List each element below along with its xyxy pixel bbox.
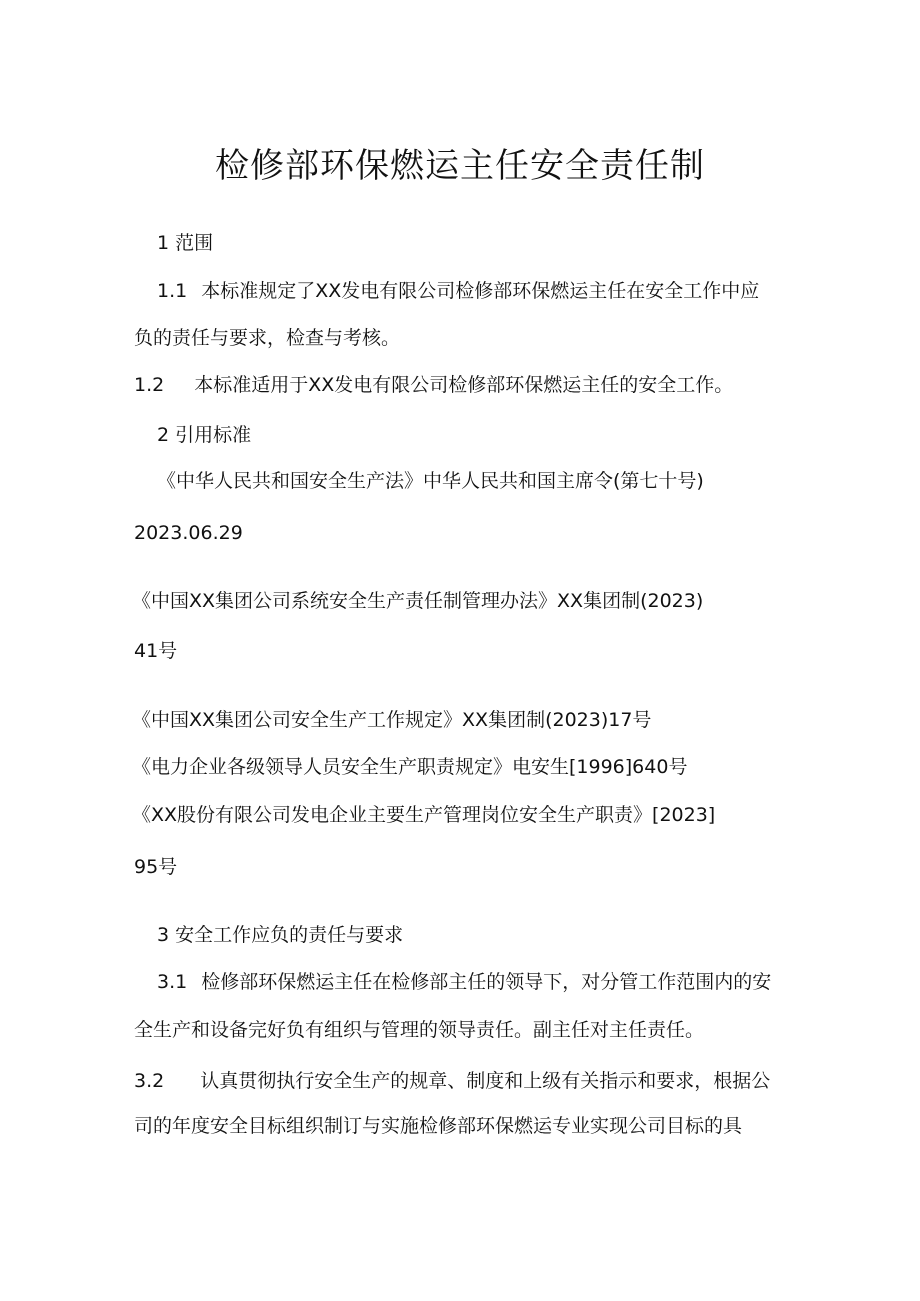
paragraph-3-2-number: 3.2 xyxy=(134,1070,165,1092)
reference-5-line-1: 《XX股份有限公司发电企业主要生产管理岗位安全生产职责》[2023] xyxy=(132,804,716,826)
reference-5-line-2: 95号 xyxy=(134,856,178,878)
paragraph-1-1-line-2: 负的责任与要求，检查与考核。 xyxy=(134,327,401,349)
reference-1-line-2: 2023.06.29 xyxy=(134,522,243,544)
paragraph-1-2-number: 1.2 xyxy=(134,374,165,396)
reference-3: 《中国XX集团公司安全生产工作规定》XX集团制(2023)17号 xyxy=(132,709,652,731)
paragraph-1-1-number: 1.1 xyxy=(157,280,188,302)
reference-2-line-2: 41号 xyxy=(134,640,178,662)
document-title: 检修部环保燃运主任安全责任制 xyxy=(215,146,705,186)
paragraph-3-1-text: 检修部环保燃运主任在检修部主任的领导下，对分管工作范围内的安 xyxy=(201,971,772,993)
paragraph-3-2-line-2: 司的年度安全目标组织制订与实施检修部环保燃运专业实现公司目标的具 xyxy=(134,1115,743,1137)
paragraph-3-1-number: 3.1 xyxy=(157,971,188,993)
paragraph-1-2 xyxy=(134,370,733,400)
reference-4: 《电力企业各级领导人员安全生产职责规定》电安生[1996]640号 xyxy=(132,756,688,778)
reference-2-line-1: 《中国XX集团公司系统安全生产责任制管理办法》XX集团制(2023) xyxy=(132,590,704,612)
paragraph-3-2-text: 认真贯彻执行安全生产的规章、制度和上级有关指示和要求，根据公 xyxy=(200,1070,771,1092)
paragraph-3-1-line-1 xyxy=(157,967,771,997)
paragraph-3-2-line-1 xyxy=(134,1066,770,1096)
section-3-heading: 3 安全工作应负的责任与要求 xyxy=(157,924,404,946)
section-1-heading: 1 范围 xyxy=(157,232,214,254)
paragraph-1-1-line-1 xyxy=(157,276,759,306)
paragraph-1-1-text: 本标准规定了XX发电有限公司检修部环保燃运主任在安全工作中应 xyxy=(201,280,760,302)
paragraph-1-2-text: 本标准适用于XX发电有限公司检修部环保燃运主任的安全工作。 xyxy=(194,374,734,396)
paragraph-3-1-line-2: 全生产和设备完好负有组织与管理的领导责任。副主任对主任责任。 xyxy=(134,1019,705,1041)
reference-1-line-1: 《中华人民共和国安全生产法》中华人民共和国主席令(第七十号) xyxy=(157,470,704,492)
section-2-heading: 2 引用标准 xyxy=(157,424,252,446)
